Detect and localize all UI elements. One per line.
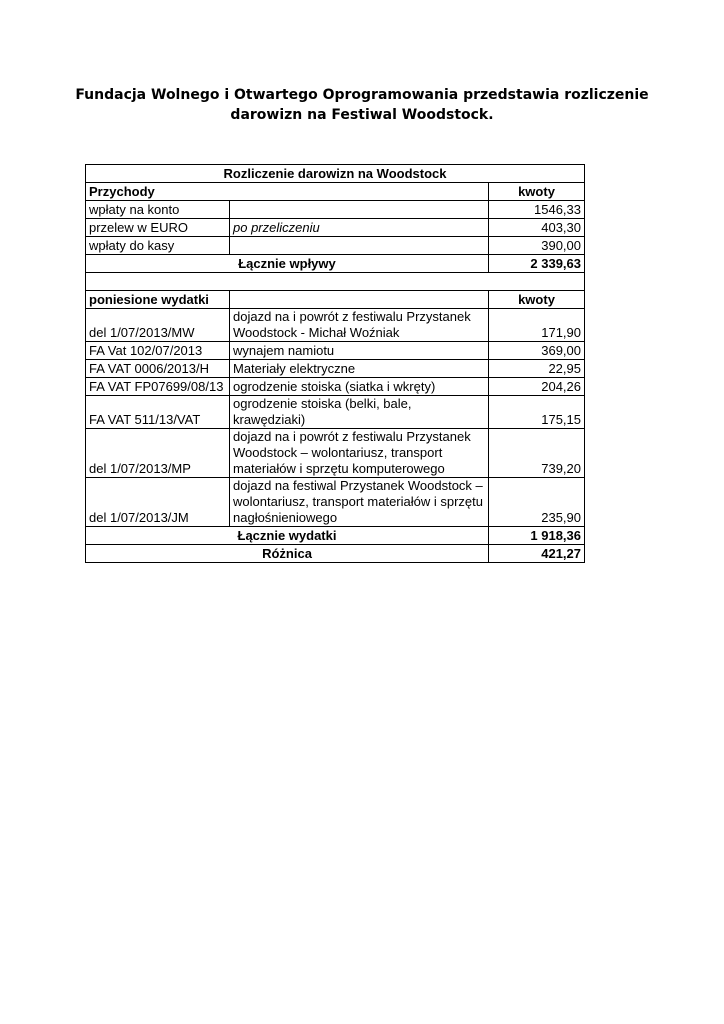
expense-header-amount: kwoty <box>489 291 585 309</box>
expense-amount: 235,90 <box>489 478 585 527</box>
expense-total-label: Łącznie wydatki <box>86 527 489 545</box>
expense-desc: dojazd na festiwal Przystanek Woodstock – wolontariusz, transport materiałów i sprzętu nagłośnieniowego <box>230 478 489 527</box>
heading-line-2: darowizn na Festiwal Woodstock. <box>230 107 494 123</box>
income-amount: 403,30 <box>489 219 585 237</box>
expense-amount: 175,15 <box>489 396 585 429</box>
expense-amount: 22,95 <box>489 360 585 378</box>
expense-doc: FA VAT 0006/2013/H <box>86 360 230 378</box>
expense-doc: FA VAT 511/13/VAT <box>86 396 230 429</box>
table-row <box>86 219 585 237</box>
expense-header-row <box>86 291 585 309</box>
donation-settlement-table <box>85 164 585 563</box>
income-label: wpłaty na konto <box>86 201 230 219</box>
expense-desc: ogrodzenie stoiska (belki, bale, krawędziaki) <box>230 396 489 429</box>
income-total-row <box>86 255 585 273</box>
table-row <box>86 378 585 396</box>
expense-desc: ogrodzenie stoiska (siatka i wkręty) <box>230 378 489 396</box>
expense-amount: 171,90 <box>489 309 585 342</box>
expense-amount: 204,26 <box>489 378 585 396</box>
income-amount: 1546,33 <box>489 201 585 219</box>
income-amount: 390,00 <box>489 237 585 255</box>
table-row <box>86 396 585 429</box>
expense-desc: dojazd na i powrót z festiwalu Przystanek Woodstock - Michał Woźniak <box>230 309 489 342</box>
expense-doc: del 1/07/2013/MP <box>86 429 230 478</box>
expense-header-label: poniesione wydatki <box>86 291 230 309</box>
income-note: po przeliczeniu <box>230 219 489 237</box>
expense-desc: wynajem namiotu <box>230 342 489 360</box>
expense-doc: del 1/07/2013/MW <box>86 309 230 342</box>
expense-header-blank <box>230 291 489 309</box>
income-note <box>230 237 489 255</box>
table-row <box>86 342 585 360</box>
difference-amount: 421,27 <box>489 545 585 563</box>
expense-desc: dojazd na i powrót z festiwalu Przystanek Woodstock – wolontariusz, transport materiałów i sprzętu komputerowego <box>230 429 489 478</box>
spacer-cell <box>86 273 585 291</box>
expense-total-amount: 1 918,36 <box>489 527 585 545</box>
income-total-label: Łącznie wpływy <box>86 255 489 273</box>
expense-desc: Materiały elektryczne <box>230 360 489 378</box>
income-total-amount: 2 339,63 <box>489 255 585 273</box>
heading-line-1: Fundacja Wolnego i Otwartego Oprogramowania przedstawia rozliczenie <box>75 87 649 103</box>
expense-doc: FA VAT FP07699/08/13 <box>86 378 230 396</box>
table-title: Rozliczenie darowizn na Woodstock <box>86 165 585 183</box>
expense-doc: del 1/07/2013/JM <box>86 478 230 527</box>
income-note <box>230 201 489 219</box>
table-row <box>86 201 585 219</box>
spacer-row <box>86 273 585 291</box>
document-heading <box>60 85 664 125</box>
expense-total-row <box>86 527 585 545</box>
expense-doc: FA Vat 102/07/2013 <box>86 342 230 360</box>
income-header-row <box>86 183 585 201</box>
income-label: przelew w EURO <box>86 219 230 237</box>
expense-amount: 739,20 <box>489 429 585 478</box>
expense-amount: 369,00 <box>489 342 585 360</box>
difference-row <box>86 545 585 563</box>
table-row <box>86 429 585 478</box>
table-title-row <box>86 165 585 183</box>
income-header-amount: kwoty <box>489 183 585 201</box>
income-header-label: Przychody <box>86 183 489 201</box>
income-label: wpłaty do kasy <box>86 237 230 255</box>
difference-label: Różnica <box>86 545 489 563</box>
table-row <box>86 478 585 527</box>
table-row <box>86 360 585 378</box>
table-row <box>86 309 585 342</box>
table-row <box>86 237 585 255</box>
